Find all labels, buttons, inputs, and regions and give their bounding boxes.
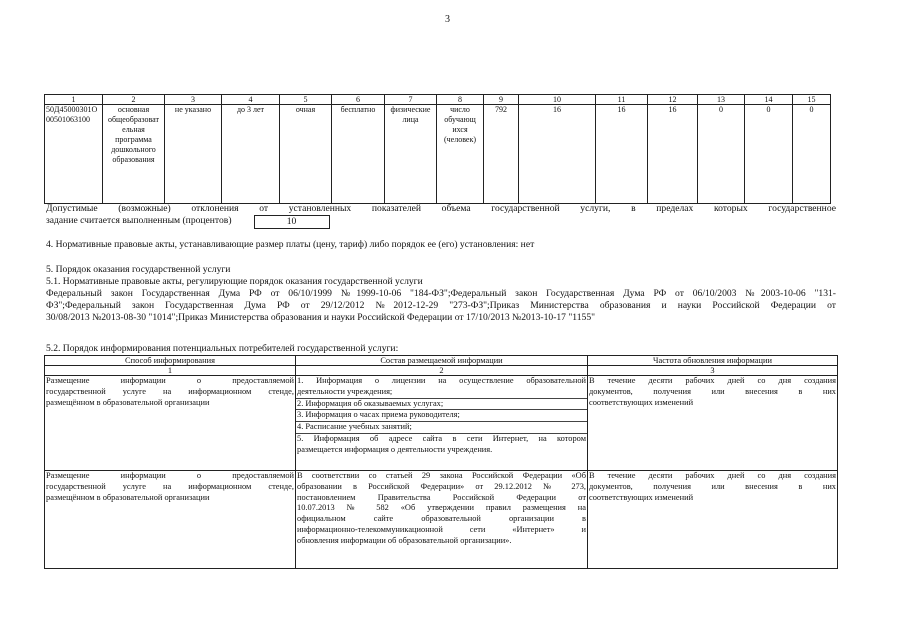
tolerance-line: Допустимые (возможные) отклонения от установленных показателей объема государственной услуги, в пределах которых государственное: [46, 203, 836, 214]
cell-line: общеобразоват: [107, 115, 160, 124]
column-number: 3: [588, 366, 838, 376]
cell-line: соответствующих изменений: [589, 397, 694, 407]
cell-line: ельная: [122, 125, 145, 134]
legal-acts-line: 30/08/2013 №2013-08-30 "1014";Приказ Министерства образования и науки Российской Федерации от 17/10/2013 №2013-10-17 "1155": [46, 312, 596, 323]
column-number: 5: [280, 95, 332, 105]
table-row: [45, 376, 838, 471]
cell: 0: [745, 105, 793, 204]
column-number: 9: [484, 95, 519, 105]
method-cell: [45, 376, 296, 471]
cell-line: образования: [112, 155, 155, 164]
cell-line: документов, получения или внесения в них: [589, 481, 836, 491]
cell: 792: [484, 105, 519, 204]
cell-line: В течение десяти рабочих дней со дня создания: [589, 376, 836, 385]
column-header: Состав размещаемой информации: [296, 356, 588, 366]
cell-line: (человек): [443, 135, 477, 144]
cell-line: В соответствии со статьей 29 закона Российской Федерации «Об: [297, 471, 586, 480]
cell-line: соответствующих изменений: [589, 492, 694, 502]
column-header: Способ информирования: [45, 356, 296, 366]
cell-line: 10.07.2013 № 582 «Об утверждении правил размещения на: [297, 503, 586, 513]
column-number: 13: [698, 95, 745, 105]
volume-indicators-table: [44, 94, 831, 204]
cell: очная: [280, 105, 332, 204]
tolerance-paragraph: [46, 203, 836, 229]
cell-line: обновления информации об образовательной организации».: [297, 535, 512, 545]
cell-line: государственной услуге на информационном стенде,: [46, 386, 294, 396]
cell-line: образовании в Российской Федерации» от 29.12.2012 № 273,: [297, 481, 586, 491]
column-number: 3: [165, 95, 222, 105]
cell-line: число: [450, 105, 470, 114]
column-header: Частота обновления информации: [588, 356, 838, 366]
cell: бесплатно: [332, 105, 385, 204]
cell-line: дошкольного: [111, 145, 156, 154]
section-5-title: 5. Порядок оказания государственной услуги: [46, 264, 231, 275]
cell-line: документов, получения или внесения в них: [589, 386, 836, 396]
table-number-row: [45, 366, 838, 376]
cell: до 3 лет: [222, 105, 280, 204]
cell-line: размещённом в образовательной организации: [46, 492, 210, 502]
frequency-cell: [588, 376, 838, 471]
column-number: 10: [519, 95, 596, 105]
column-number: 6: [332, 95, 385, 105]
cell: 16: [648, 105, 698, 204]
column-number: 12: [648, 95, 698, 105]
column-number: 1: [45, 95, 103, 105]
cell-line: 3. Информация о часах приема руководителя;: [296, 410, 587, 422]
table-row: [45, 105, 831, 204]
cell-line: 50Д45000301О: [46, 105, 98, 114]
cell-line: официальном сайте образовательной организации в: [297, 514, 586, 524]
section-4-text: 4. Нормативные правовые акты, устанавливающие размер платы (цену, тариф) либо порядок ее (его) установления: нет: [46, 239, 535, 250]
column-number: 1: [45, 366, 296, 376]
legal-acts-line: Федеральный закон Государственная Дума РФ от 06/10/1999 №1999-10-06 "184-ФЗ";Федеральный закон Государственная Дума РФ от 06/10/2003 №2003-10-06 "131-: [46, 288, 836, 299]
consumer-category-cell: [385, 105, 437, 204]
cell-line: 4. Расписание учебных занятий;: [296, 422, 587, 434]
cell-line: ихся: [452, 125, 468, 134]
section-5-1-title: 5.1. Нормативные правовые акты, регулирующие порядок оказания государственной услуги: [46, 276, 423, 287]
cell-line: информационно-телекоммуникационной сети «Интернет» и: [297, 524, 586, 534]
method-cell: [45, 471, 296, 569]
cell-line: Размещение информации о предоставляемой: [46, 471, 294, 480]
cell: 0: [698, 105, 745, 204]
column-number: 2: [103, 95, 165, 105]
legal-acts-line: ФЗ";Федеральный закон Государственная Дума РФ от 29/12/2012 №2012-12-29 "273-ФЗ";Приказ Министерства образования и науки Российской Федерации от: [46, 300, 836, 311]
table-header-row: [45, 95, 831, 105]
column-number: 7: [385, 95, 437, 105]
cell-line: В течение десяти рабочих дней со дня создания: [589, 471, 836, 480]
content-cell: [296, 471, 588, 569]
table-row: [45, 471, 838, 569]
tolerance-label: задание считается выполненным (процентов): [46, 215, 232, 226]
section-5-2-title: 5.2. Порядок информирования потенциальных потребителей государственной услуги:: [46, 343, 399, 354]
cell-line: размещённом в образовательной организации: [46, 397, 210, 407]
section-5: [46, 264, 836, 324]
registry-number-cell: [45, 105, 103, 204]
indicator-unit-cell: [437, 105, 484, 204]
content-cell: [296, 376, 588, 471]
cell-line: постановлением Правительства Российской Федерации от: [297, 492, 586, 502]
cell-line: программа: [115, 135, 152, 144]
column-number: 4: [222, 95, 280, 105]
program-cell: [103, 105, 165, 204]
cell: не указано: [165, 105, 222, 204]
cell-line: 1. Информация о лицензии на осуществление образовательной: [297, 376, 586, 385]
cell-line: 2. Информация об оказываемых услугах;: [296, 399, 587, 411]
cell: 16: [596, 105, 648, 204]
cell-line: обучающ: [444, 115, 476, 124]
tolerance-value-box: 10: [254, 215, 330, 229]
informing-table: [44, 355, 838, 569]
cell-line: размещается информация о деятельности учреждения.: [297, 444, 493, 454]
cell-line: 5. Информация об адресе сайта в сети Интернет, на котором: [297, 433, 586, 443]
cell-line: деятельности учреждения;: [296, 387, 587, 399]
page-number: 3: [445, 14, 450, 25]
cell-line: Размещение информации о предоставляемой: [46, 376, 294, 385]
cell: 0: [793, 105, 831, 204]
cell-line: лица: [402, 115, 419, 124]
cell-line: основная: [117, 105, 150, 114]
cell-line: физические: [390, 105, 431, 114]
column-number: 2: [296, 366, 588, 376]
cell-line: государственной услуге на информационном стенде,: [46, 481, 294, 491]
cell: 16: [519, 105, 596, 204]
column-number: 14: [745, 95, 793, 105]
column-number: 11: [596, 95, 648, 105]
cell-line: 00501063100: [46, 115, 90, 124]
column-number: 8: [437, 95, 484, 105]
table-header-row: [45, 356, 838, 366]
frequency-cell: [588, 471, 838, 569]
column-number: 15: [793, 95, 831, 105]
